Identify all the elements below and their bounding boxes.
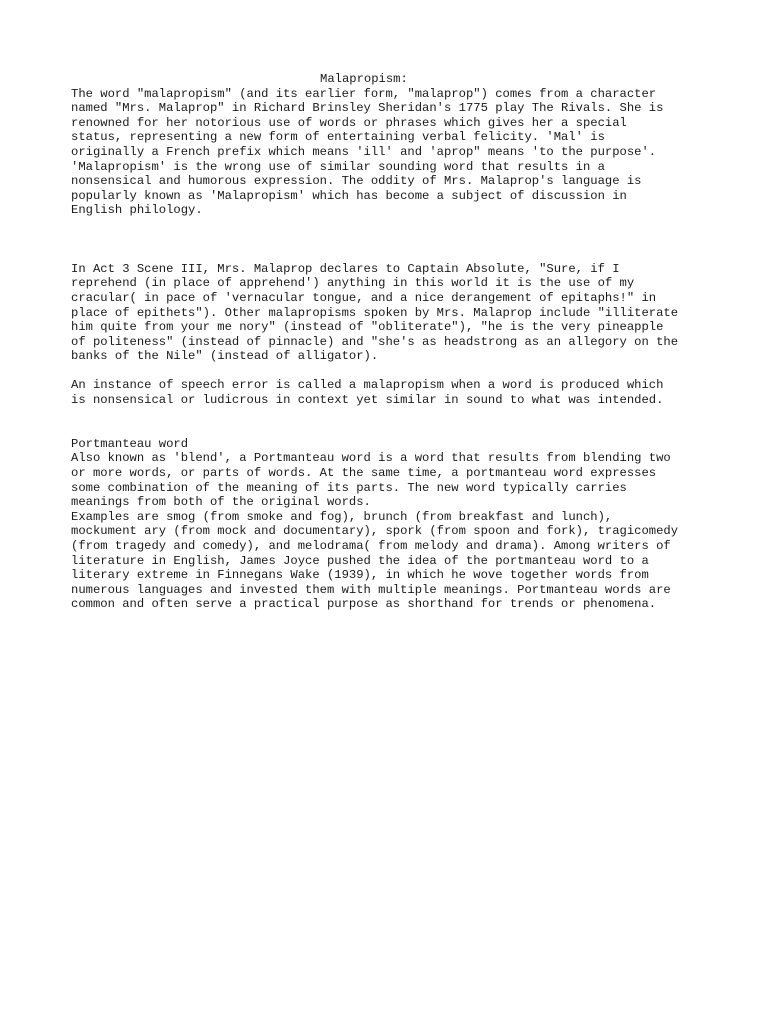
text-line: cracular( in pace of 'vernacular tongue, and a nice derangement of epitaphs!" in bbox=[71, 290, 657, 305]
text-line: or more words, or parts of words. At the same time, a portmanteau word expresses bbox=[71, 466, 657, 481]
text-line: literature in English, James Joyce pushed the idea of the portmanteau word to a bbox=[71, 553, 649, 568]
spacer bbox=[71, 408, 711, 423]
text-line: The word "malapropism" (and its earlier form, "malaprop") comes from a character bbox=[71, 86, 657, 101]
text-line: him quite from your me nory" (instead of "obliterate"), "he is the very pineapple bbox=[71, 320, 664, 335]
text-line: In Act 3 Scene III, Mrs. Malaprop declares to Captain Absolute, "Sure, if I bbox=[71, 261, 620, 276]
text-line: named "Mrs. Malaprop" in Richard Brinsley Sheridan's 1775 play The Rivals. She is bbox=[71, 101, 664, 116]
section-heading: Portmanteau word bbox=[71, 436, 189, 451]
text-line: popularly known as 'Malapropism' which has become a subject of discussion in bbox=[71, 188, 627, 203]
text-line: common and often serve a practical purpose as shorthand for trends or phenomena. bbox=[71, 597, 657, 612]
paragraph-malapropism-intro bbox=[71, 87, 711, 218]
text-line: banks of the Nile" (instead of alligator). bbox=[71, 349, 379, 364]
section-portmanteau bbox=[71, 437, 711, 612]
text-line: renowned for her notorious use of words or phrases which gives her a special bbox=[71, 115, 627, 130]
spacer bbox=[71, 422, 711, 437]
paragraph-malapropism-definition bbox=[71, 378, 711, 407]
text-line: some combination of the meaning of its parts. The new word typically carries bbox=[71, 480, 627, 495]
spacer bbox=[71, 247, 711, 262]
spacer bbox=[71, 218, 711, 233]
spacer bbox=[71, 233, 711, 248]
text-line: (from tragedy and comedy), and melodrama( from melody and drama). Among writers of bbox=[71, 539, 671, 553]
text-line: status, representing a new form of entertaining verbal felicity. 'Mal' is bbox=[71, 130, 605, 145]
text-line: place of epithets"). Other malapropisms spoken by Mrs. Malaprop include "illiterate bbox=[71, 305, 679, 320]
text-line: meanings from both of the original words. bbox=[71, 495, 371, 510]
text-line: reprehend (in place of apprehend') anything in this world it is the use of my bbox=[71, 276, 635, 291]
spacer bbox=[71, 364, 711, 379]
text-line: 'Malapropism' is the wrong use of similar sounding word that results in a bbox=[71, 159, 605, 174]
text-line: literary extreme in Finnegans Wake (1939), in which he wove together words from bbox=[71, 568, 649, 583]
text-line: originally a French prefix which means 'ill' and 'aprop" means 'to the purpose'. bbox=[71, 144, 657, 159]
text-line: of politeness" (instead of pinnacle) and "she's as headstrong as an allegory on the bbox=[71, 334, 679, 349]
text-line: English philology. bbox=[71, 203, 203, 218]
text-line: Examples are smog (from smoke and fog), brunch (from breakfast and lunch), bbox=[71, 509, 613, 524]
paragraph-malapropism-examples bbox=[71, 262, 711, 364]
document-title: Malapropism: bbox=[320, 72, 408, 86]
text-line: nonsensical and humorous expression. The oddity of Mrs. Malaprop's language is bbox=[71, 174, 642, 189]
text-line: mockument ary (from mock and documentary), spork (from spoon and fork), tragicomedy bbox=[71, 524, 679, 539]
text-line: An instance of speech error is called a malapropism when a word is produced which bbox=[71, 378, 664, 393]
document-page bbox=[71, 72, 711, 612]
text-line: numerous languages and invested them with multiple meanings. Portmanteau words are bbox=[71, 582, 671, 597]
text-line: Also known as 'blend', a Portmanteau word is a word that results from blending two bbox=[71, 451, 671, 466]
text-line: is nonsensical or ludicrous in context yet similar in sound to what was intended. bbox=[71, 393, 664, 408]
